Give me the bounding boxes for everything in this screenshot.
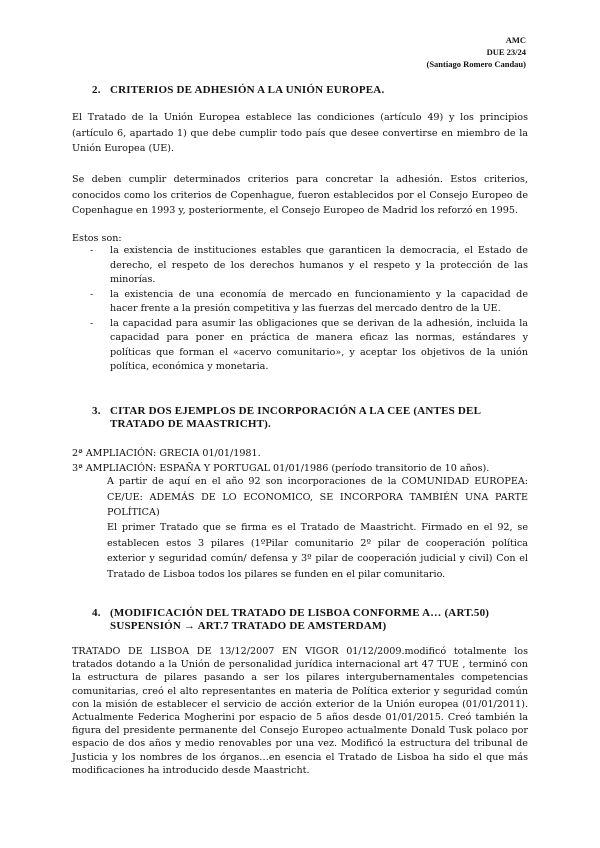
list-item-text: la capacidad para asumir las obligaciones que se derivan de la adhesión, incluida la capacidad para poner en práctica de manera eficaz las normas, estándares y políticas que forman el «acervo comunitario», y aceptar los objetivos de la unión política, económica y monetaria. bbox=[110, 317, 528, 372]
list-item bbox=[72, 317, 528, 375]
list-dash: - bbox=[90, 245, 94, 256]
section-4-title-line-2: SUSPENSIÓN → ART.7 TRATADO DE AMSTERDAM) bbox=[110, 620, 387, 632]
list-dash: - bbox=[90, 317, 94, 329]
section-4-title-line-1: (MODIFICACIÓN DEL TRATADO DE LISBOA CONFORME A… (ART.50) bbox=[110, 607, 490, 619]
header-course: AMC bbox=[505, 35, 526, 45]
section-3-line-1: 2ª AMPLIACIÓN: GRECIA 01/01/1981. bbox=[72, 448, 261, 459]
header-author: (Santiago Romero Candau) bbox=[426, 59, 526, 69]
list-item-text: la existencia de una economía de mercado en funcionamiento y la capacidad de hacer frente a la presión competitiva y las fuerzas del mercado dentro de la UE. bbox=[110, 288, 528, 314]
list-dash: - bbox=[90, 288, 94, 300]
section-3-indent-paragraph-2: El primer Tratado que se firma es el Tratado de Maastricht. Firmado en el 92, se establecen estos 3 pilares (1ºPilar comunitario 2º pilar de cooperación política exterior y seguridad común/ defensa y 3º pilar de cooperación judicial y civil) Con el Tratado de Lisboa todos los pilares se funden en el pilar comunitario. bbox=[107, 522, 528, 580]
section-4-number: 4. bbox=[92, 607, 101, 619]
section-2-heading bbox=[92, 84, 384, 97]
section-2-paragraph-1: El Tratado de la Unión Europea establece las condiciones (artículo 49) y los principios (artículo 6, apartado 1) que debe cumplir todo país que desee convertirse en miembro de la Unión Europea (UE). bbox=[72, 112, 528, 154]
section-2-title: CRITERIOS DE ADHESIÓN A LA UNIÓN EUROPEA. bbox=[110, 84, 385, 96]
section-4-heading bbox=[92, 607, 528, 633]
page-header bbox=[427, 34, 527, 70]
section-3-line-2: 3ª AMPLIACIÓN: ESPAÑA Y PORTUGAL 01/01/1986 (período transitorio de 10 años). bbox=[72, 463, 490, 474]
section-3-number: 3. bbox=[92, 405, 101, 417]
section-2-number: 2. bbox=[92, 84, 101, 96]
section-4-body: TRATADO DE LISBOA DE 13/12/2007 EN VIGOR 01/12/2009.modificó totalmente los tratados dotando a la Unión de personalidad jurídica internacional art 47 TUE , terminó con la estructura de pilares pasando a ser los pilares intergubernamentales competencias comunitarias, creó el alto representantes en materia de Política exterior y seguridad común con la misión de establecer el servicio de acción exterior de la Unión europea (01/01/2011). Actualmente Federica Mogherini por espacio de 5 años desde 01/01/2015. Creó también la figura del presidente permanente del Consejo Europeo actualmente Donald Tusk polaco por espacio de dos años y medio renovables por una vez. Modificó la estructura del tribunal de Justicia y los nombres de los órganos…en esencia el Tratado de Lisboa ha sido el que más modificaciones ha introducido desde Maastricht. bbox=[72, 646, 528, 776]
criteria-list bbox=[72, 244, 528, 375]
list-item bbox=[72, 244, 528, 288]
section-2-intro: Estos son: bbox=[72, 233, 122, 244]
section-3-title-line-1: CITAR DOS EJEMPLOS DE INCORPORACIÓN A LA CEE (ANTES DEL bbox=[110, 405, 482, 417]
list-item bbox=[72, 288, 528, 317]
section-3-indent-paragraph-1: A partir de aquí en el año 92 son incorporaciones de la COMUNIDAD EUROPEA: CE/UE: ADEMÁS DE LO ECONOMICO, SE INCORPORA TAMBIÉN UNA PARTE POLÍTICA) bbox=[107, 476, 528, 518]
list-item-text: la existencia de instituciones estables que garanticen la democracia, el Estado de derecho, el respeto de los derechos humanos y el respeto y la protección de las minorías. bbox=[110, 245, 528, 285]
header-code: DUE 23/24 bbox=[486, 47, 526, 57]
section-3-heading bbox=[92, 405, 528, 431]
section-2-paragraph-2: Se deben cumplir determinados criterios para concretar la adhesión. Estos criterios, conocidos como los criterios de Copenhague, fueron establecidos por el Consejo Europeo de Copenhague en 1993 y, posteriormente, el Consejo Europeo de Madrid los reforzó en 1995. bbox=[72, 174, 528, 216]
section-3-title-line-2: TRATADO DE MAASTRICHT). bbox=[110, 418, 271, 430]
